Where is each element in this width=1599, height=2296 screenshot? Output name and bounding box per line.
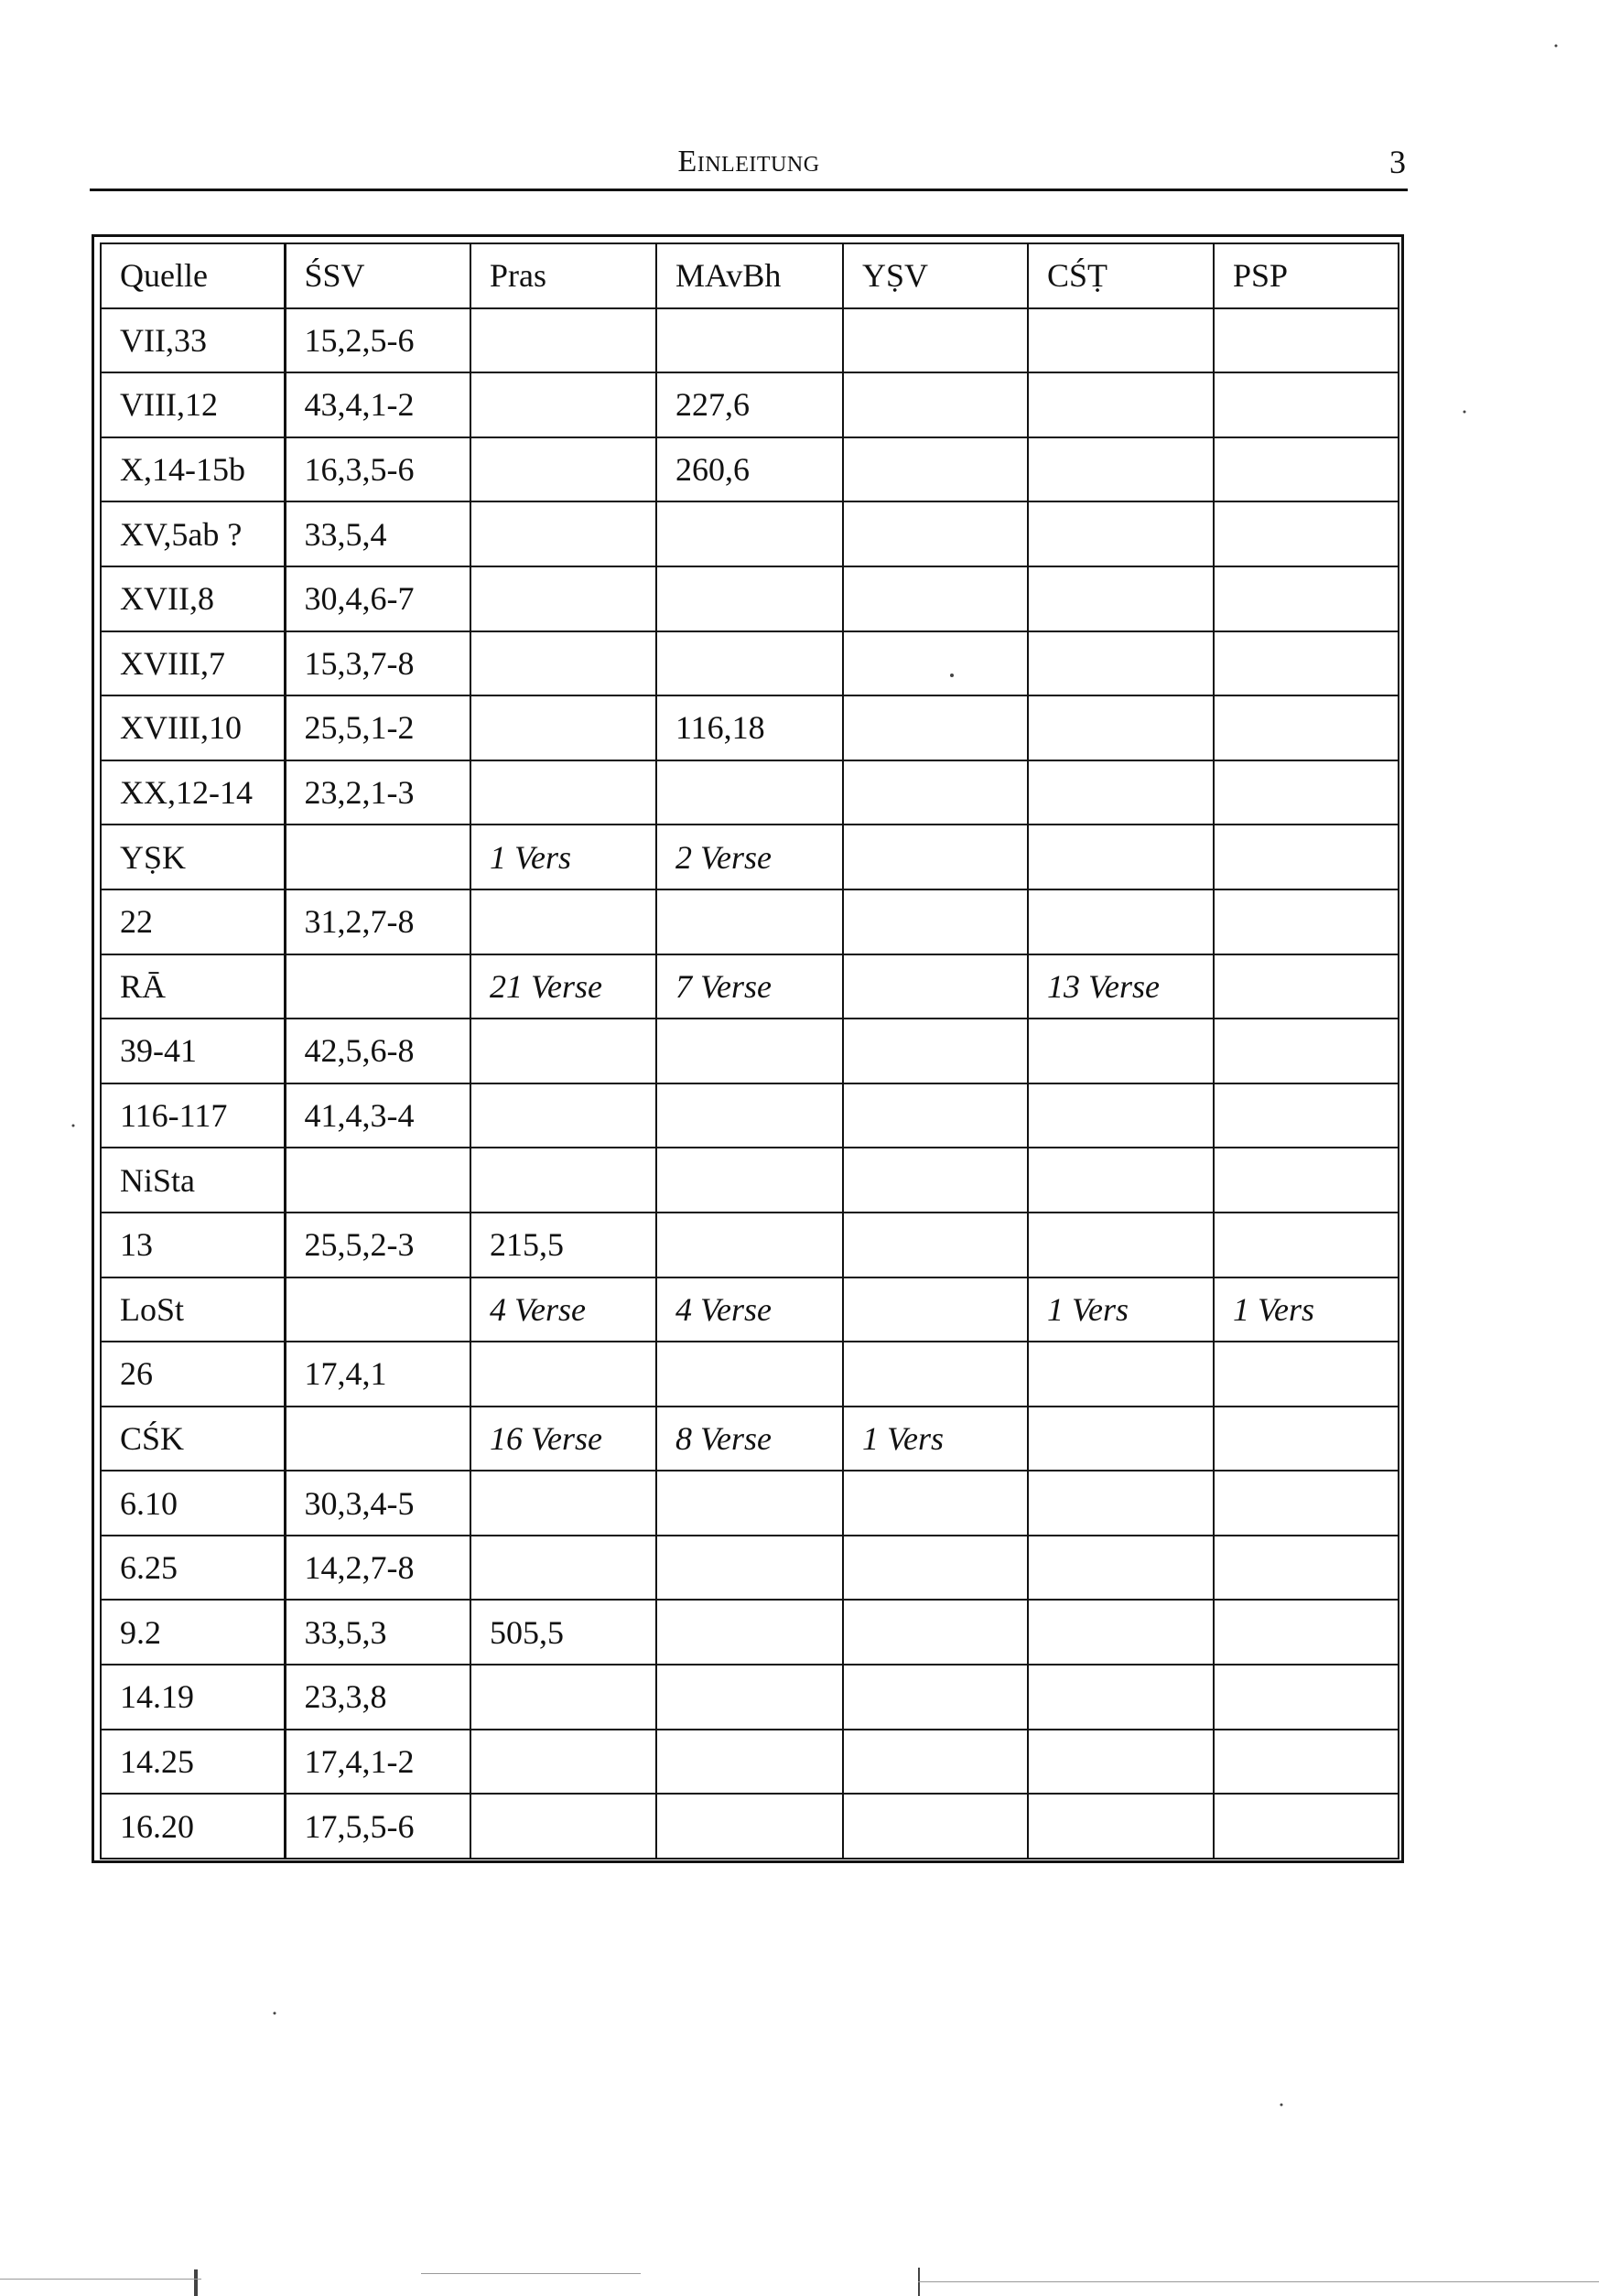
table-row (101, 1665, 1399, 1730)
table-row (101, 1600, 1399, 1665)
table-cell (1214, 501, 1399, 566)
table-cell (843, 889, 1028, 954)
table-cell: YṢK (101, 825, 285, 889)
table-cell (470, 1019, 656, 1083)
table-cell (1214, 1083, 1399, 1148)
table-cell: 1 Vers (1028, 1277, 1214, 1342)
table-cell (470, 1665, 656, 1730)
table-cell: 16.20 (101, 1794, 285, 1859)
table-row (101, 631, 1399, 696)
table-cell (843, 1083, 1028, 1148)
table-cell: 15,2,5-6 (285, 308, 470, 373)
table-cell (1028, 1083, 1214, 1148)
table-cell (656, 760, 843, 825)
table-cell (656, 1342, 843, 1407)
table-cell (1214, 825, 1399, 889)
table-cell: 14.25 (101, 1730, 285, 1795)
table-cell (843, 1600, 1028, 1665)
table-row (101, 1471, 1399, 1536)
table-cell: 505,5 (470, 1600, 656, 1665)
table-cell (285, 1277, 470, 1342)
table-cell: LoSt (101, 1277, 285, 1342)
table-cell: 227,6 (656, 372, 843, 437)
table-cell (1214, 1794, 1399, 1859)
table-cell (285, 825, 470, 889)
table-cell: 14.19 (101, 1665, 285, 1730)
table-row (101, 1342, 1399, 1407)
table-cell (843, 566, 1028, 631)
table-cell (1028, 372, 1214, 437)
table-cell: 16,3,5-6 (285, 437, 470, 502)
table-cell (1028, 1665, 1214, 1730)
table-cell: 260,6 (656, 437, 843, 502)
table-cell (843, 1794, 1028, 1859)
table-cell (656, 1213, 843, 1277)
table-cell: 16 Verse (470, 1407, 656, 1471)
table-cell (1028, 1730, 1214, 1795)
table-row (101, 695, 1399, 760)
table-cell (1214, 889, 1399, 954)
table-cell (1214, 1148, 1399, 1213)
table-row (101, 308, 1399, 373)
table-row (101, 437, 1399, 502)
table-cell (470, 695, 656, 760)
table-cell (1214, 1536, 1399, 1601)
table-cell (470, 1148, 656, 1213)
table-row (101, 501, 1399, 566)
table-cell (1028, 566, 1214, 631)
table-cell (656, 308, 843, 373)
table-cell: XVIII,10 (101, 695, 285, 760)
table-cell (1028, 1019, 1214, 1083)
table-cell (285, 954, 470, 1019)
table-cell: 17,5,5-6 (285, 1794, 470, 1859)
table-cell (843, 631, 1028, 696)
table-cell (1214, 1730, 1399, 1795)
column-header: Pras (470, 243, 656, 308)
table-cell (656, 1730, 843, 1795)
table-cell (656, 566, 843, 631)
table-cell (1028, 1407, 1214, 1471)
table-cell (1028, 1213, 1214, 1277)
table-cell (1028, 825, 1214, 889)
table-cell (1214, 1342, 1399, 1407)
table-cell (1028, 1148, 1214, 1213)
table-cell (1028, 308, 1214, 373)
table-cell: 26 (101, 1342, 285, 1407)
table-cell (1214, 1600, 1399, 1665)
table-cell: 31,2,7-8 (285, 889, 470, 954)
table-cell: 2 Verse (656, 825, 843, 889)
page-header (90, 137, 1408, 191)
table-cell (656, 1794, 843, 1859)
table-cell: 30,3,4-5 (285, 1471, 470, 1536)
table-cell: 116,18 (656, 695, 843, 760)
table-cell (843, 1730, 1028, 1795)
column-header: CŚṬ (1028, 243, 1214, 308)
table-cell: 8 Verse (656, 1407, 843, 1471)
table-cell (656, 1019, 843, 1083)
table-cell: X,14-15b (101, 437, 285, 502)
table-row (101, 954, 1399, 1019)
table-cell (470, 566, 656, 631)
table-cell (656, 889, 843, 954)
table-cell (1028, 1600, 1214, 1665)
table-cell: VIII,12 (101, 372, 285, 437)
table-cell: 25,5,2-3 (285, 1213, 470, 1277)
table-cell (656, 1600, 843, 1665)
table-cell (470, 1342, 656, 1407)
table-cell: 13 Verse (1028, 954, 1214, 1019)
table-cell: 15,3,7-8 (285, 631, 470, 696)
table-cell (285, 1148, 470, 1213)
table-cell (843, 760, 1028, 825)
table-cell (470, 308, 656, 373)
table-cell: 1 Vers (843, 1407, 1028, 1471)
table-cell: 22 (101, 889, 285, 954)
table-cell (656, 1083, 843, 1148)
table-cell (843, 695, 1028, 760)
table-cell: 17,4,1-2 (285, 1730, 470, 1795)
table-cell (1028, 631, 1214, 696)
table-cell (1214, 760, 1399, 825)
table-cell (843, 1213, 1028, 1277)
table-cell: 9.2 (101, 1600, 285, 1665)
table-cell (656, 501, 843, 566)
table-cell (1028, 1471, 1214, 1536)
table-cell (656, 1148, 843, 1213)
table-cell: 1 Vers (1214, 1277, 1399, 1342)
table-cell: CŚK (101, 1407, 285, 1471)
column-header: YṢV (843, 243, 1028, 308)
table-cell (843, 1277, 1028, 1342)
table-cell: RĀ (101, 954, 285, 1019)
table-row (101, 1407, 1399, 1471)
table-cell: 4 Verse (656, 1277, 843, 1342)
table-cell: 23,3,8 (285, 1665, 470, 1730)
table-header-row (101, 243, 1399, 308)
table-cell (1214, 954, 1399, 1019)
table-row (101, 889, 1399, 954)
table-cell (1214, 695, 1399, 760)
table-cell (470, 889, 656, 954)
table-cell (843, 1342, 1028, 1407)
table-cell (1214, 1213, 1399, 1277)
table-cell (470, 1536, 656, 1601)
table-row (101, 1083, 1399, 1148)
table-row (101, 825, 1399, 889)
table-cell (1028, 437, 1214, 502)
table-cell (470, 631, 656, 696)
table-cell (656, 1471, 843, 1536)
column-header: PSP (1214, 243, 1399, 308)
table-cell (470, 372, 656, 437)
table-cell: 33,5,3 (285, 1600, 470, 1665)
table-row (101, 1148, 1399, 1213)
table-cell (843, 501, 1028, 566)
table-row (101, 1794, 1399, 1859)
table-cell (470, 760, 656, 825)
table-cell (1214, 566, 1399, 631)
table-cell (656, 1665, 843, 1730)
table-cell: 39-41 (101, 1019, 285, 1083)
table-cell (1214, 1665, 1399, 1730)
table-cell (843, 1665, 1028, 1730)
table-cell (470, 1083, 656, 1148)
table-cell (656, 631, 843, 696)
table-row (101, 1536, 1399, 1601)
table-cell (470, 501, 656, 566)
table-cell (470, 1730, 656, 1795)
table-row (101, 1213, 1399, 1277)
table-cell: 25,5,1-2 (285, 695, 470, 760)
table-row (101, 760, 1399, 825)
table-cell: 14,2,7-8 (285, 1536, 470, 1601)
table-row (101, 1277, 1399, 1342)
table-cell (1214, 308, 1399, 373)
concordance-table (100, 243, 1399, 1859)
table-cell (1214, 437, 1399, 502)
table-cell: VII,33 (101, 308, 285, 373)
table-cell: 215,5 (470, 1213, 656, 1277)
table-cell: XVII,8 (101, 566, 285, 631)
table-cell (1028, 1342, 1214, 1407)
table-cell: 21 Verse (470, 954, 656, 1019)
table-cell: XV,5ab ? (101, 501, 285, 566)
table-body (101, 243, 1399, 1859)
table-cell (470, 1794, 656, 1859)
table-cell: 43,4,1-2 (285, 372, 470, 437)
column-header: Quelle (101, 243, 285, 308)
table-cell (1028, 1536, 1214, 1601)
table-cell (1214, 631, 1399, 696)
table-cell (470, 437, 656, 502)
table-cell (843, 1471, 1028, 1536)
table-cell (1214, 1407, 1399, 1471)
table-cell: 33,5,4 (285, 501, 470, 566)
table-cell (843, 954, 1028, 1019)
table-cell (1028, 695, 1214, 760)
table-cell (843, 1019, 1028, 1083)
table-cell (1028, 1794, 1214, 1859)
table-cell (470, 1471, 656, 1536)
column-header: ŚSV (285, 243, 470, 308)
table-cell (843, 372, 1028, 437)
table-cell: 6.10 (101, 1471, 285, 1536)
table-cell: 17,4,1 (285, 1342, 470, 1407)
table-cell: 7 Verse (656, 954, 843, 1019)
table-cell (1028, 760, 1214, 825)
table-cell (843, 825, 1028, 889)
table-cell (1028, 889, 1214, 954)
column-header: MAvBh (656, 243, 843, 308)
table-cell: 41,4,3-4 (285, 1083, 470, 1148)
table-cell: 13 (101, 1213, 285, 1277)
table-row (101, 566, 1399, 631)
table-cell: 6.25 (101, 1536, 285, 1601)
table-cell (843, 308, 1028, 373)
table-cell (843, 1536, 1028, 1601)
table-row (101, 1019, 1399, 1083)
table-cell: 23,2,1-3 (285, 760, 470, 825)
page-number: 3 (1389, 144, 1406, 180)
table-cell (1214, 1471, 1399, 1536)
table-cell: 116-117 (101, 1083, 285, 1148)
concordance-table-frame (92, 234, 1404, 1863)
table-cell: XVIII,7 (101, 631, 285, 696)
table-cell: 4 Verse (470, 1277, 656, 1342)
table-cell (1028, 501, 1214, 566)
table-cell: 42,5,6-8 (285, 1019, 470, 1083)
table-cell: 1 Vers (470, 825, 656, 889)
table-cell: NiSta (101, 1148, 285, 1213)
running-title: Einleitung (677, 145, 820, 178)
table-cell (843, 1148, 1028, 1213)
table-cell (656, 1536, 843, 1601)
table-row (101, 372, 1399, 437)
table-cell (1214, 372, 1399, 437)
table-cell (285, 1407, 470, 1471)
table-cell: XX,12-14 (101, 760, 285, 825)
table-row (101, 1730, 1399, 1795)
table-cell (843, 437, 1028, 502)
table-cell (1214, 1019, 1399, 1083)
table-cell: 30,4,6-7 (285, 566, 470, 631)
